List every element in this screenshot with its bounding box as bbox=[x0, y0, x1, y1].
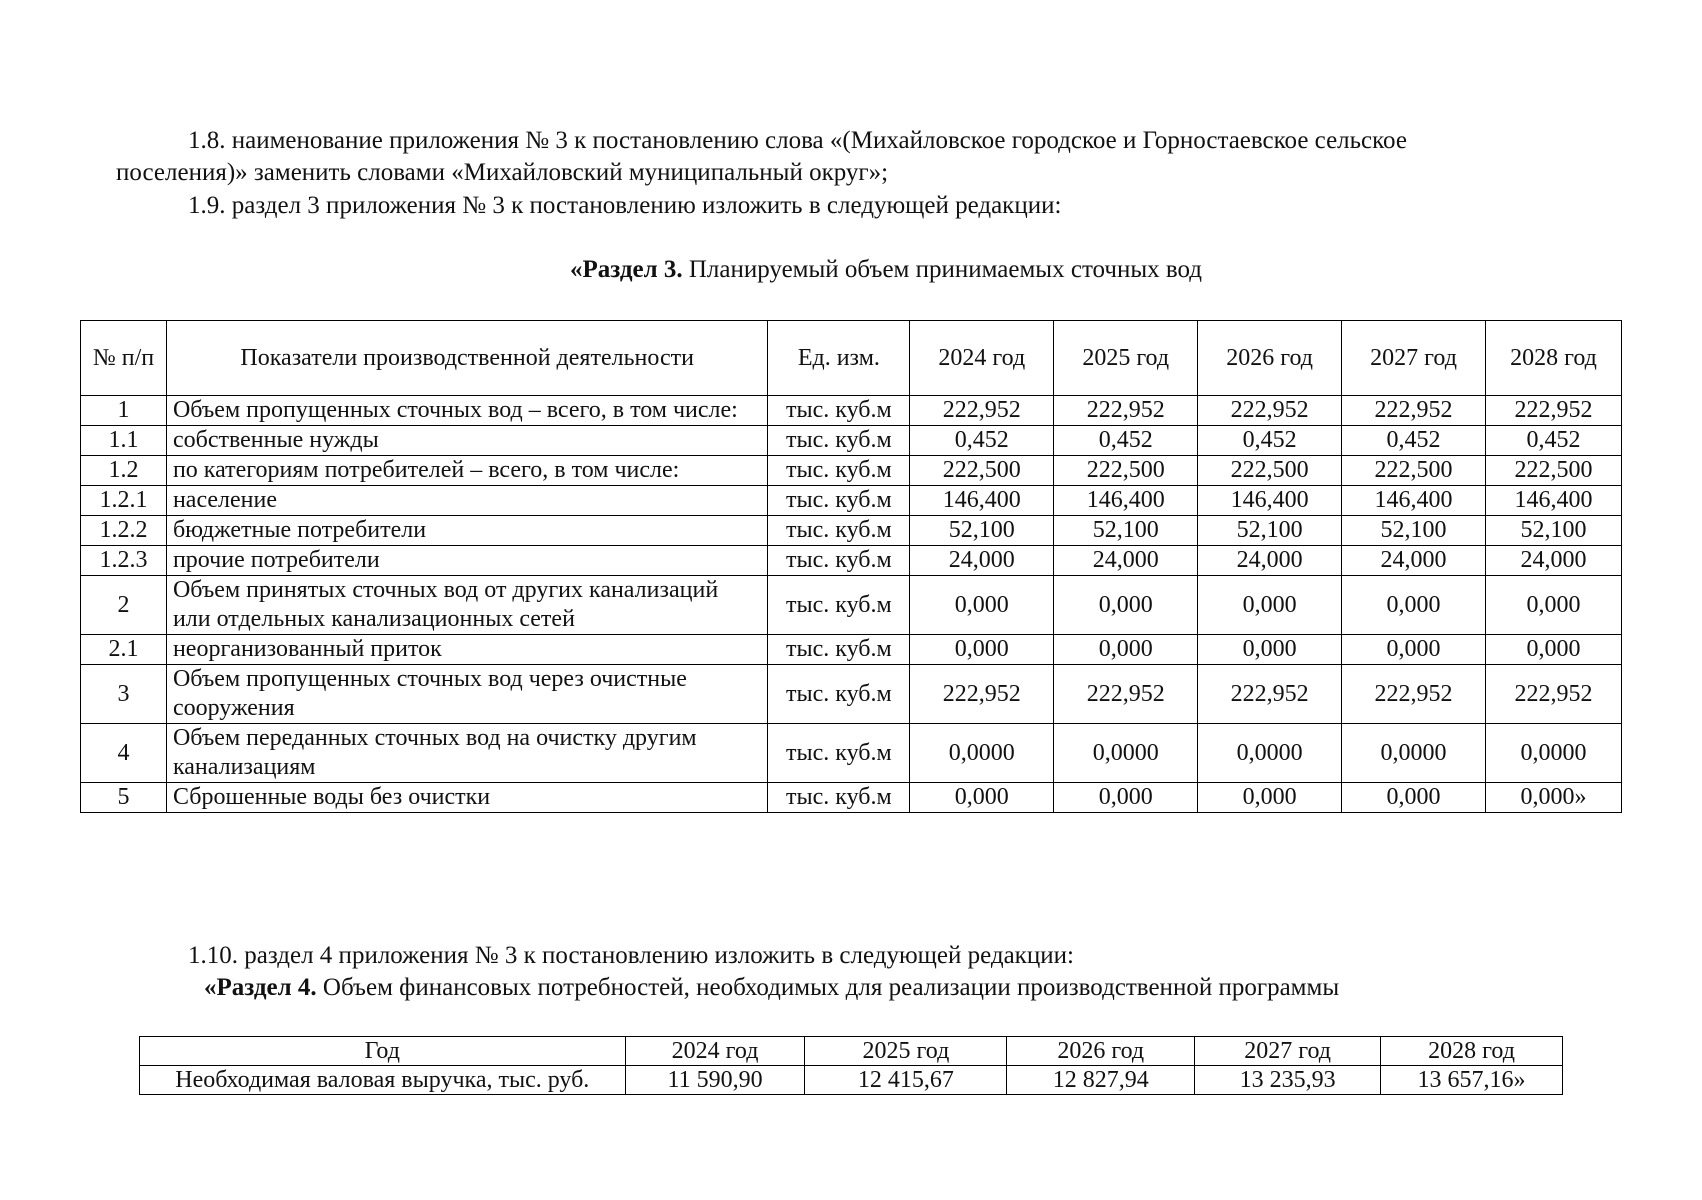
row-unit: тыс. куб.м bbox=[768, 576, 910, 635]
row-number: 1.2.3 bbox=[81, 546, 167, 576]
row-value: 0,000 bbox=[1342, 783, 1486, 813]
row-value: 222,500 bbox=[1198, 456, 1342, 486]
row-value: 222,952 bbox=[1486, 665, 1622, 724]
row-value: 222,952 bbox=[1342, 665, 1486, 724]
row-value: 24,000 bbox=[1486, 546, 1622, 576]
cell: 11 590,90 bbox=[625, 1066, 805, 1095]
cell: Год bbox=[140, 1037, 626, 1066]
cell: 2026 год bbox=[1007, 1037, 1195, 1066]
table-row bbox=[81, 456, 1622, 486]
header-unit: Ед. изм. bbox=[768, 321, 910, 396]
row-unit: тыс. куб.м bbox=[768, 724, 910, 783]
row-value: 146,400 bbox=[910, 486, 1054, 516]
row-unit: тыс. куб.м bbox=[768, 396, 910, 426]
table-row bbox=[81, 396, 1622, 426]
row-value: 0,000 bbox=[910, 635, 1054, 665]
row-number: 1.2 bbox=[81, 456, 167, 486]
row-unit: тыс. куб.м bbox=[768, 486, 910, 516]
row-value: 0,0000 bbox=[1342, 724, 1486, 783]
row-value: 0,0000 bbox=[1198, 724, 1342, 783]
row-value: 146,400 bbox=[1198, 486, 1342, 516]
row-value: 222,952 bbox=[910, 665, 1054, 724]
row-value: 52,100 bbox=[1342, 516, 1486, 546]
row-value: 0,452 bbox=[910, 426, 1054, 456]
paragraph-1-9: 1.9. раздел 3 приложения № 3 к постановлению изложить в следующей редакции: bbox=[188, 192, 1062, 219]
section-3-title bbox=[0, 254, 1702, 286]
row-value: 52,100 bbox=[1486, 516, 1622, 546]
row-value: 0,452 bbox=[1054, 426, 1198, 456]
row-value: 24,000 bbox=[1198, 546, 1342, 576]
row-value: 52,100 bbox=[1054, 516, 1198, 546]
row-indicator: Объем пропущенных сточных вод через очистные сооружения bbox=[166, 665, 767, 724]
table-row bbox=[81, 724, 1622, 783]
row-unit: тыс. куб.м bbox=[768, 456, 910, 486]
row-unit: тыс. куб.м bbox=[768, 426, 910, 456]
row-value: 0,000 bbox=[1342, 635, 1486, 665]
cell: 13 657,16» bbox=[1381, 1066, 1563, 1095]
row-value: 146,400 bbox=[1054, 486, 1198, 516]
section-4-header-row bbox=[140, 1037, 1563, 1066]
row-indicator: Объем переданных сточных вод на очистку другим канализациям bbox=[166, 724, 767, 783]
table-row bbox=[81, 665, 1622, 724]
row-value: 222,500 bbox=[1486, 456, 1622, 486]
row-value: 222,952 bbox=[1198, 396, 1342, 426]
header-indicator: Показатели производственной деятельности bbox=[166, 321, 767, 396]
row-number: 2.1 bbox=[81, 635, 167, 665]
row-number: 3 bbox=[81, 665, 167, 724]
row-indicator: собственные нужды bbox=[166, 426, 767, 456]
row-value: 0,0000 bbox=[1486, 724, 1622, 783]
row-value: 52,100 bbox=[910, 516, 1054, 546]
header-year-2026: 2026 год bbox=[1198, 321, 1342, 396]
row-value: 222,500 bbox=[1342, 456, 1486, 486]
row-indicator: население bbox=[166, 486, 767, 516]
row-value: 146,400 bbox=[1342, 486, 1486, 516]
cell: 12 415,67 bbox=[805, 1066, 1007, 1095]
row-number: 1 bbox=[81, 396, 167, 426]
cell: 12 827,94 bbox=[1007, 1066, 1195, 1095]
row-indicator: прочие потребители bbox=[166, 546, 767, 576]
cell: 2024 год bbox=[625, 1037, 805, 1066]
row-value: 0,000 bbox=[1198, 783, 1342, 813]
row-value: 0,452 bbox=[1486, 426, 1622, 456]
row-value: 24,000 bbox=[1342, 546, 1486, 576]
row-unit: тыс. куб.м bbox=[768, 516, 910, 546]
row-indicator: бюджетные потребители bbox=[166, 516, 767, 546]
cell: 13 235,93 bbox=[1195, 1066, 1381, 1095]
paragraph-1-8-line2: поселения)» заменить словами «Михайловский муниципальный округ»; bbox=[116, 159, 889, 186]
row-value: 222,952 bbox=[1486, 396, 1622, 426]
row-value: 222,500 bbox=[1054, 456, 1198, 486]
cell: 2025 год bbox=[805, 1037, 1007, 1066]
table-row bbox=[81, 516, 1622, 546]
row-value: 222,500 bbox=[910, 456, 1054, 486]
row-indicator: по категориям потребителей – всего, в том числе: bbox=[166, 456, 767, 486]
table-row bbox=[81, 546, 1622, 576]
paragraph-1-8 bbox=[116, 125, 1596, 189]
row-value: 222,952 bbox=[1342, 396, 1486, 426]
row-value: 0,000 bbox=[1054, 783, 1198, 813]
section-4-title-bold: «Раздел 4. bbox=[204, 974, 317, 1001]
paragraph-1-8-line1: 1.8. наименование приложения № 3 к постановлению слова «(Михайловское городское и Горностаевское сельское bbox=[188, 127, 1407, 154]
header-year-2025: 2025 год bbox=[1054, 321, 1198, 396]
section-4-title-rest: Объем финансовых потребностей, необходимых для реализации производственной программы bbox=[316, 974, 1340, 1001]
row-unit: тыс. куб.м bbox=[768, 546, 910, 576]
row-indicator: Объем пропущенных сточных вод – всего, в том числе: bbox=[166, 396, 767, 426]
header-year-2024: 2024 год bbox=[910, 321, 1054, 396]
row-value: 0,0000 bbox=[910, 724, 1054, 783]
section-3-title-bold: «Раздел 3. bbox=[569, 256, 683, 283]
section-4-data-row bbox=[140, 1066, 1563, 1095]
row-value: 0,000 bbox=[1342, 576, 1486, 635]
row-value: 222,952 bbox=[910, 396, 1054, 426]
header-year-2028: 2028 год bbox=[1486, 321, 1622, 396]
row-number: 2 bbox=[81, 576, 167, 635]
row-value: 24,000 bbox=[1054, 546, 1198, 576]
table-row bbox=[81, 783, 1622, 813]
row-value: 146,400 bbox=[1486, 486, 1622, 516]
row-number: 5 bbox=[81, 783, 167, 813]
row-unit: тыс. куб.м bbox=[768, 783, 910, 813]
cell: 2027 год bbox=[1195, 1037, 1381, 1066]
row-indicator: неорганизованный приток bbox=[166, 635, 767, 665]
section-3-table bbox=[80, 320, 1622, 813]
cell: 2028 год bbox=[1381, 1037, 1563, 1066]
row-value: 0,452 bbox=[1198, 426, 1342, 456]
row-value: 0,0000 bbox=[1054, 724, 1198, 783]
row-unit: тыс. куб.м bbox=[768, 665, 910, 724]
cell: Необходимая валовая выручка, тыс. руб. bbox=[140, 1066, 626, 1095]
row-value: 0,000 bbox=[1054, 576, 1198, 635]
section-4-table bbox=[139, 1036, 1563, 1095]
row-number: 1.2.1 bbox=[81, 486, 167, 516]
row-value: 0,000 bbox=[1054, 635, 1198, 665]
row-value: 0,000 bbox=[1198, 635, 1342, 665]
table-row bbox=[81, 635, 1622, 665]
row-indicator: Сброшенные воды без очистки bbox=[166, 783, 767, 813]
row-value: 0,000 bbox=[1486, 635, 1622, 665]
table-row bbox=[81, 486, 1622, 516]
row-number: 4 bbox=[81, 724, 167, 783]
row-unit: тыс. куб.м bbox=[768, 635, 910, 665]
row-value: 0,000 bbox=[1486, 576, 1622, 635]
section-3-title-rest: Планируемый объем принимаемых сточных вод bbox=[682, 256, 1203, 283]
row-value: 222,952 bbox=[1054, 665, 1198, 724]
header-num: № п/п bbox=[81, 321, 167, 396]
section-3-header-row bbox=[81, 321, 1622, 396]
row-value: 222,952 bbox=[1054, 396, 1198, 426]
header-year-2027: 2027 год bbox=[1342, 321, 1486, 396]
row-number: 1.1 bbox=[81, 426, 167, 456]
paragraph-1-10: 1.10. раздел 4 приложения № 3 к постановлению изложить в следующей редакции: bbox=[188, 942, 1074, 969]
row-value: 0,452 bbox=[1342, 426, 1486, 456]
row-number: 1.2.2 bbox=[81, 516, 167, 546]
row-value: 0,000 bbox=[910, 783, 1054, 813]
section-4-title bbox=[204, 972, 1339, 1004]
table-row bbox=[81, 426, 1622, 456]
row-indicator: Объем принятых сточных вод от других канализаций или отдельных канализационных сетей bbox=[166, 576, 767, 635]
row-value: 222,952 bbox=[1198, 665, 1342, 724]
table-row bbox=[81, 576, 1622, 635]
row-value: 52,100 bbox=[1198, 516, 1342, 546]
row-value: 0,000» bbox=[1486, 783, 1622, 813]
row-value: 0,000 bbox=[1198, 576, 1342, 635]
row-value: 24,000 bbox=[910, 546, 1054, 576]
row-value: 0,000 bbox=[910, 576, 1054, 635]
